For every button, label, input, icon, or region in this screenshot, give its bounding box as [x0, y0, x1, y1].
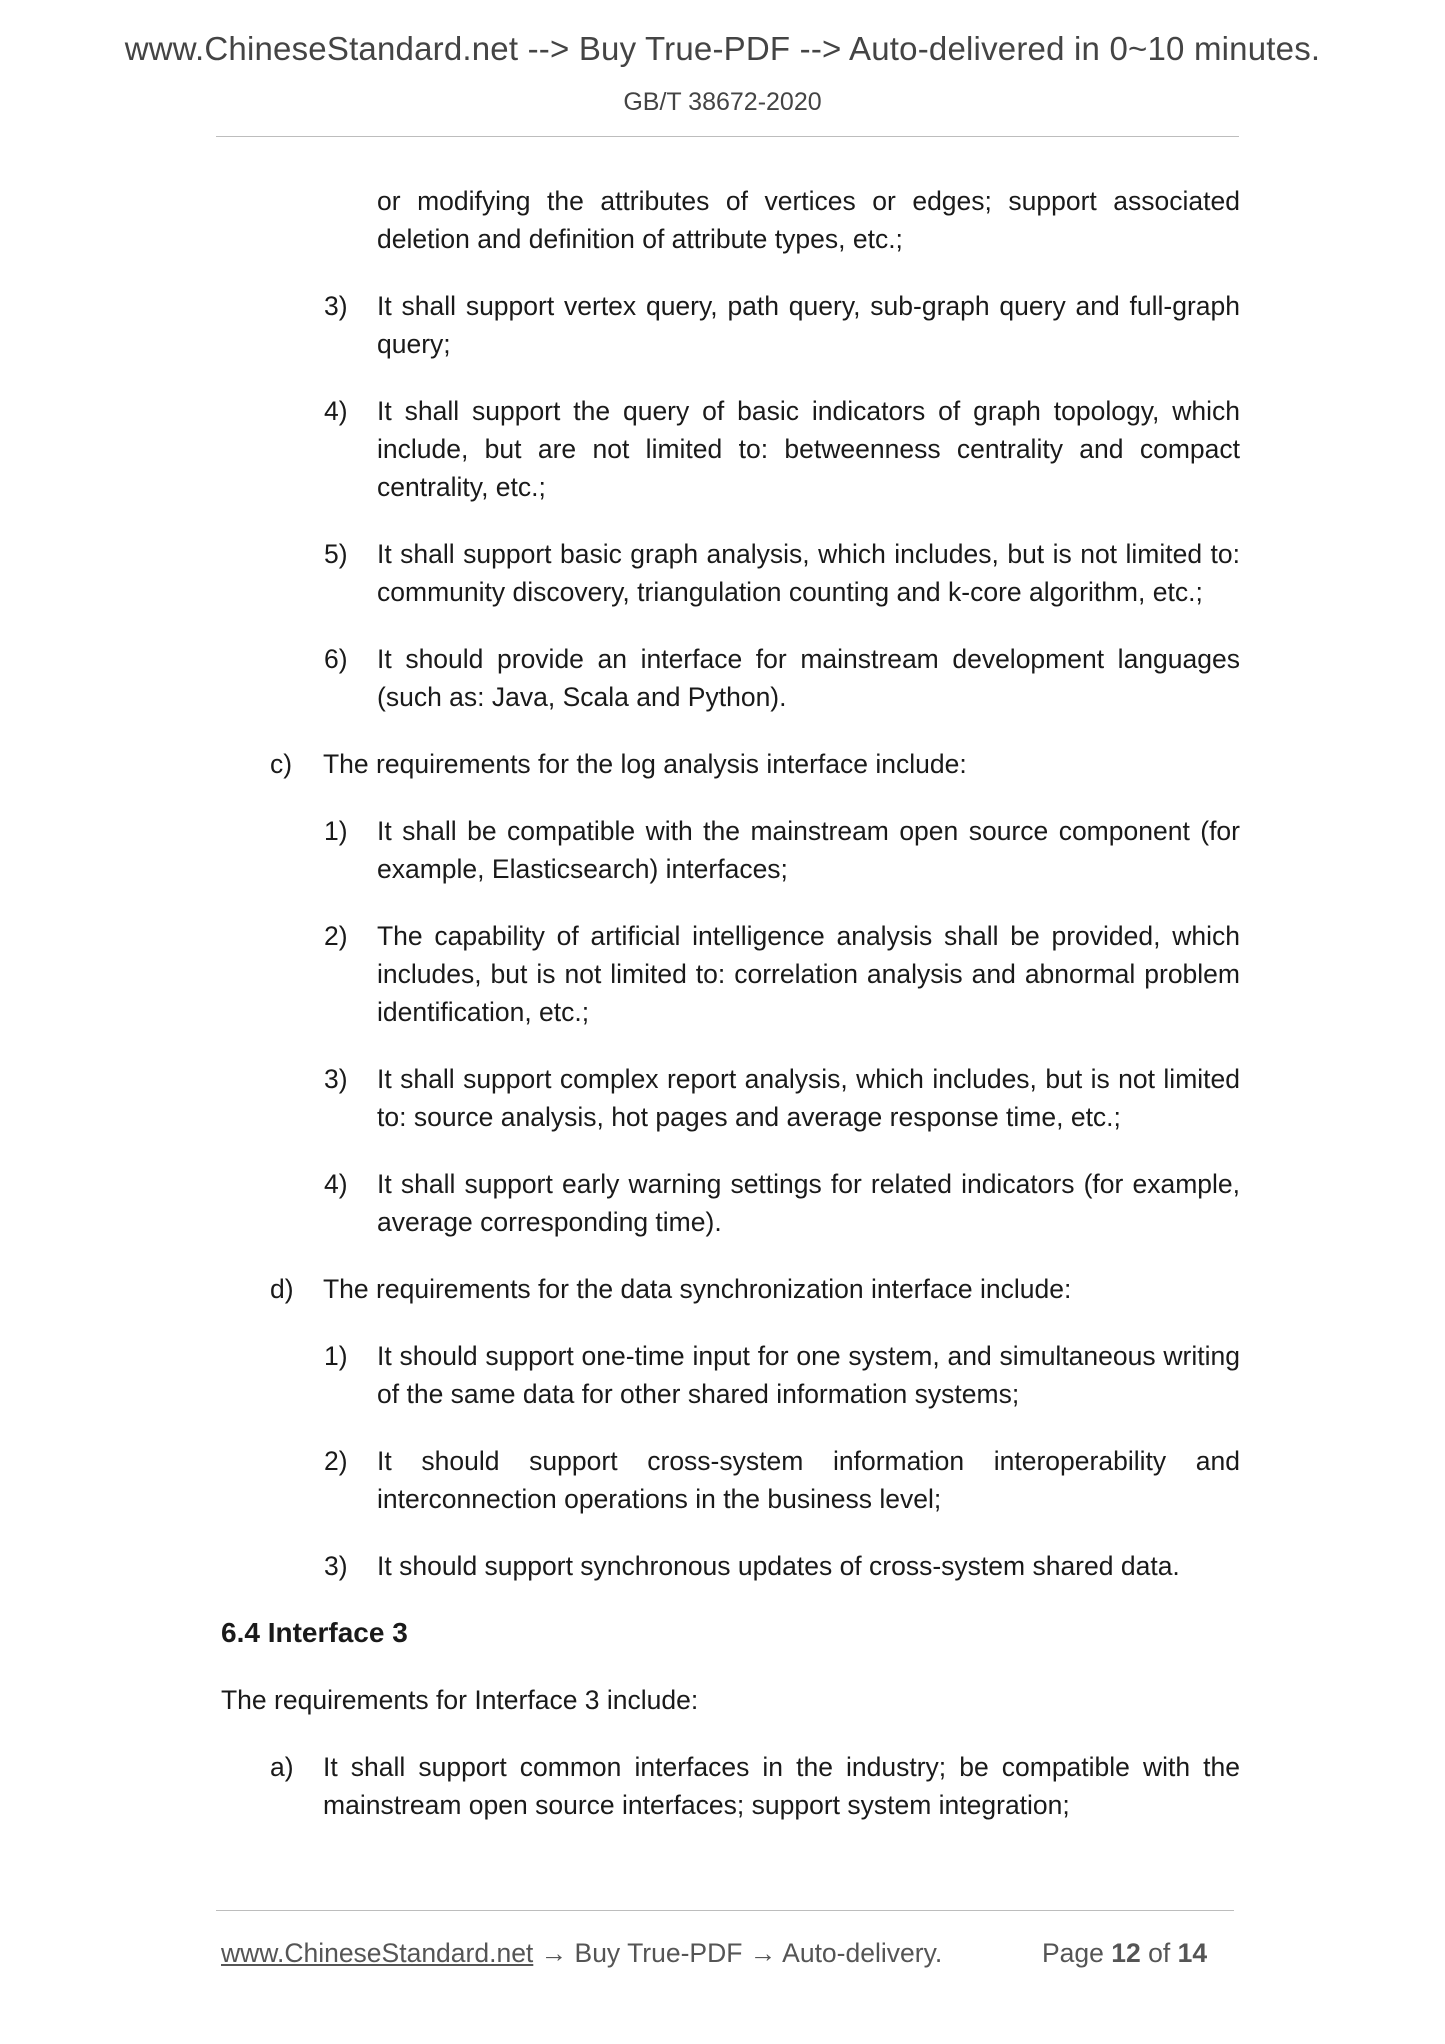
document-number: GB/T 38672-2020	[623, 88, 822, 116]
footer-site-link[interactable]: www.ChineseStandard.net	[221, 1938, 534, 1968]
list-item	[324, 1547, 1240, 1585]
list-item-c	[270, 745, 1240, 783]
list-item-d	[270, 1270, 1240, 1308]
list-item	[324, 1442, 1240, 1518]
list-marker: 4)	[324, 396, 348, 426]
list-item-text: It shall be compatible with the mainstream open source component (for example, Elasticsearch) interfaces;	[377, 816, 1240, 884]
list-marker: 6)	[324, 644, 348, 674]
site-banner: www.ChineseStandard.net --> Buy True-PDF --> Auto-delivered in 0~10 minutes.	[124, 30, 1321, 67]
list-marker: 2)	[324, 921, 348, 951]
list-item	[324, 812, 1240, 888]
page-of-label: of	[1148, 1938, 1171, 1968]
list-item	[324, 1165, 1240, 1241]
list-marker: 1)	[324, 1341, 348, 1371]
list-marker: 3)	[324, 1064, 348, 1094]
list-item	[324, 287, 1240, 363]
list-item	[324, 392, 1240, 506]
continuation-text: or modifying the attributes of vertices or edges; support associated deletion and definition of attribute types, etc.;	[377, 186, 1240, 254]
list-marker: c)	[270, 749, 293, 779]
header-divider	[216, 136, 1239, 137]
footer-promo-text: → Buy True-PDF → Auto-delivery.	[533, 1938, 943, 1968]
list-marker: 2)	[324, 1446, 348, 1476]
list-item-text: It shall support early warning settings for related indicators (for example, average corresponding time).	[377, 1169, 1240, 1237]
list-item-text: The requirements for the log analysis interface include:	[323, 749, 967, 779]
footer-divider	[216, 1910, 1234, 1911]
list-item-text: It shall support complex report analysis, which includes, but is not limited to: source analysis, hot pages and average response time, etc.;	[377, 1064, 1240, 1132]
section-heading: 6.4 Interface 3	[221, 1617, 408, 1648]
page-total: 14	[1177, 1938, 1208, 1968]
list-item	[324, 535, 1240, 611]
list-marker: 5)	[324, 539, 348, 569]
page-current: 12	[1111, 1938, 1141, 1968]
list-item-text: It should support one-time input for one system, and simultaneous writing of the same data for other shared information systems;	[377, 1341, 1240, 1409]
list-item-text: It shall support vertex query, path query, sub-graph query and full-graph query;	[377, 291, 1240, 359]
list-item	[324, 917, 1240, 1031]
list-item-text: It should support synchronous updates of cross-system shared data.	[377, 1551, 1180, 1581]
list-marker: d)	[270, 1274, 294, 1304]
page-indicator	[1042, 1938, 1207, 1969]
list-item-text: It shall support common interfaces in the industry; be compatible with the mainstream open source interfaces; support system integration;	[323, 1752, 1240, 1820]
list-marker: 3)	[324, 291, 348, 321]
list-marker: 1)	[324, 816, 348, 846]
list-item-text: It should provide an interface for mainstream development languages (such as: Java, Scala and Python).	[377, 644, 1240, 712]
list-marker: a)	[270, 1752, 294, 1782]
list-item-text: The requirements for the data synchronization interface include:	[323, 1274, 1072, 1304]
list-item-text: It shall support basic graph analysis, which includes, but is not limited to: community discovery, triangulation counting and k-core algorithm, etc.;	[377, 539, 1240, 607]
list-item-a	[270, 1748, 1240, 1824]
list-item	[324, 640, 1240, 716]
list-marker: 3)	[324, 1551, 348, 1581]
page-label: Page	[1042, 1938, 1104, 1968]
list-item-text: It shall support the query of basic indicators of graph topology, which include, but are not limited to: betweenness centrality and compact centrality, etc.;	[377, 396, 1240, 502]
list-item	[324, 1060, 1240, 1136]
list-item-text: It should support cross-system information interoperability and interconnection operations in the business level;	[377, 1446, 1240, 1514]
list-marker: 4)	[324, 1169, 348, 1199]
footer-promo	[221, 1938, 942, 1969]
document-body	[0, 182, 1445, 1853]
list-item-text: The capability of artificial intelligence analysis shall be provided, which includes, but is not limited to: correlation analysis and abnormal problem identification, etc.;	[377, 921, 1240, 1027]
list-item	[324, 1337, 1240, 1413]
section-intro: The requirements for Interface 3 include:	[221, 1685, 699, 1715]
